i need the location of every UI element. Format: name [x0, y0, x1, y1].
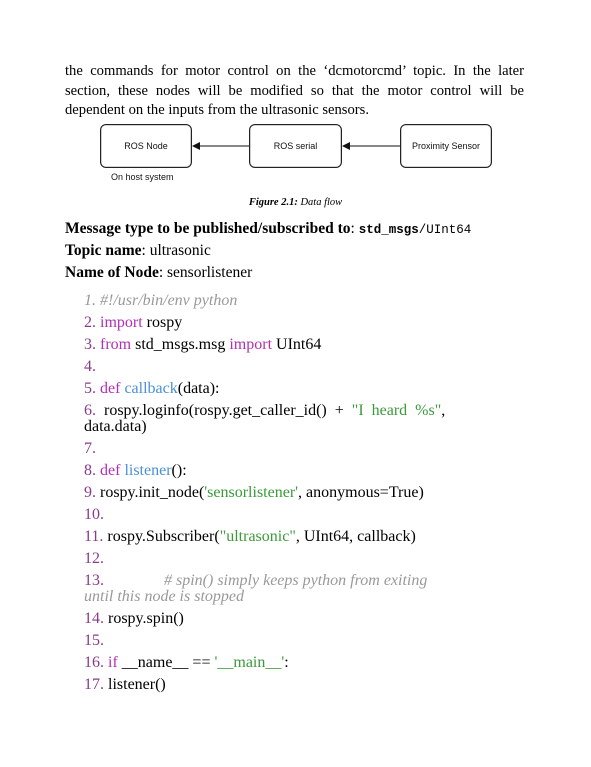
topic-name-value: : ultrasonic: [141, 242, 211, 259]
code-line-16: 16. if __name__ == '__main__':: [84, 654, 289, 671]
code-line-1: 1. #!/usr/bin/env python: [84, 292, 238, 309]
message-type-label: Message type to be published/subscribed to: [65, 220, 351, 237]
ros-node-box: [100, 124, 192, 168]
code-line-14: 14. rospy.spin(): [84, 610, 184, 627]
node-name-label: Name of Node: [65, 264, 159, 281]
code-line-2: 2. import rospy: [84, 314, 183, 331]
figure-number: Figure 2.1:: [248, 197, 298, 208]
paragraph-line: the commands for motor control on the ‘dcmotorcmd’ topic. In the later: [65, 63, 524, 79]
code-line-13-continuation: until this node is stopped: [84, 588, 244, 605]
ros-serial-box: [249, 124, 342, 168]
figure-text: Data flow: [297, 197, 343, 208]
code-line-6-continuation: data.data): [84, 418, 147, 435]
paragraph-line: dependent on the inputs from the ultrasonic sensors.: [65, 102, 369, 118]
code-line-10: 10.: [84, 506, 104, 523]
code-line-8: 8. def listener():: [84, 462, 187, 479]
code-line-4: 4.: [84, 358, 96, 375]
paragraph-line: section, these nodes will be modified so that the motor control will be: [65, 82, 524, 99]
diagram-arrows: [0, 0, 591, 200]
code-line-13: 13. # spin() simply keeps python from exiting: [84, 572, 428, 589]
host-system-label: On host system: [111, 172, 174, 182]
code-line-9: 9. rospy.init_node('sensorlistener', anonymous=True): [84, 484, 424, 501]
message-type-line: [65, 219, 471, 240]
code-line-15: 15.: [84, 632, 104, 649]
code-line-6: 6. rospy.loginfo(rospy.get_caller_id() + "I heard %s",: [84, 402, 446, 419]
proximity-sensor-label: Proximity Sensor: [411, 141, 481, 151]
node-name-value: : sensorlistener: [158, 264, 253, 281]
proximity-sensor-box: [400, 124, 492, 168]
node-name-line: [65, 263, 252, 283]
topic-name-label: Topic name: [65, 242, 142, 259]
data-flow-diagram: [0, 0, 591, 200]
message-type-sep: :: [350, 220, 359, 237]
message-type-package: std_msgs: [358, 223, 419, 237]
message-type-name: /UInt64: [418, 223, 472, 237]
ros-serial-label: ROS serial: [273, 141, 318, 151]
code-line-3: 3. from std_msgs.msg import UInt64: [84, 336, 322, 353]
code-line-5: 5. def callback(data):: [84, 380, 220, 397]
figure-caption: [0, 197, 591, 208]
code-line-17: 17. listener(): [84, 676, 166, 693]
code-line-11: 11. rospy.Subscriber("ultrasonic", UInt64, callback): [84, 528, 416, 545]
code-line-7: 7.: [84, 440, 96, 457]
topic-name-line: [65, 241, 211, 261]
ros-node-label: ROS Node: [124, 141, 168, 151]
code-line-12: 12.: [84, 550, 104, 567]
